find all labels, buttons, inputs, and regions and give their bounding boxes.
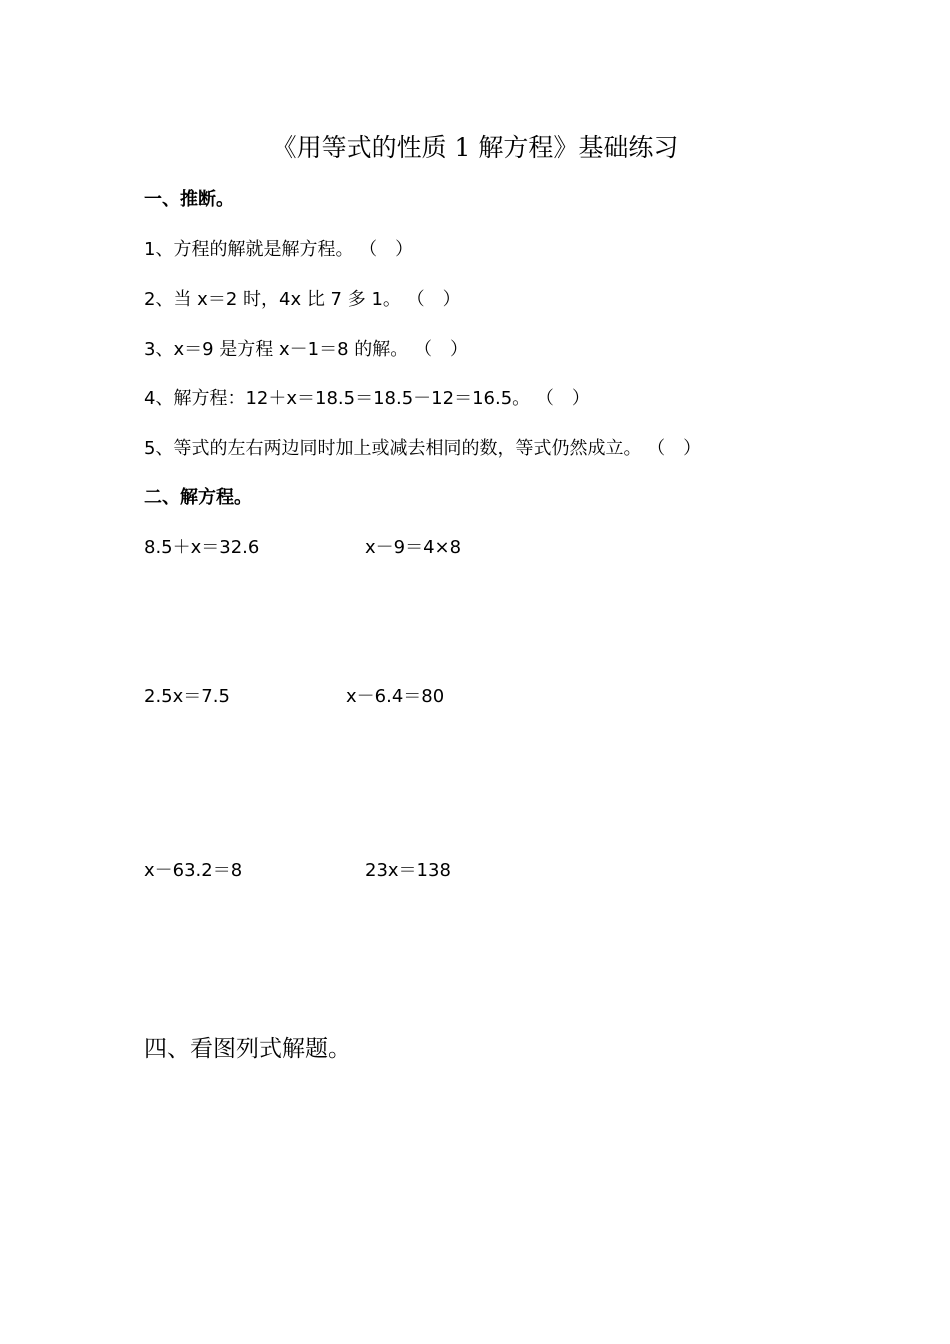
section-judge-heading: 一、推断。 [144, 189, 234, 210]
judge-item-5: 5、等式的左右两边同时加上或减去相同的数，等式仍然成立。 （ ） [144, 438, 702, 459]
section-solve-heading: 二、解方程。 [144, 487, 252, 508]
equation-5: x－63.2＝8 [144, 860, 243, 881]
judge-item-1: 1、方程的解就是解方程。 （ ） [144, 239, 414, 260]
page-title: 《用等式的性质 1 解方程》基础练习 [271, 133, 679, 162]
judge-item-3: 3、x＝9 是方程 x－1＝8 的解。 （ ） [144, 339, 468, 360]
judge-item-4: 4、解方程：12＋x＝18.5＝18.5－12＝16.5。 （ ） [144, 388, 590, 409]
judge-item-2: 2、当 x＝2 时，4x 比 7 多 1。 （ ） [144, 289, 461, 310]
section-picture-heading: 四、看图列式解题。 [144, 1036, 351, 1062]
equation-3: 2.5x＝7.5 [144, 686, 230, 707]
equation-1: 8.5＋x＝32.6 [144, 537, 260, 558]
equation-6: 23x＝138 [365, 860, 451, 881]
equation-2: x－9＝4×8 [365, 537, 462, 558]
equation-4: x－6.4＝80 [346, 686, 445, 707]
